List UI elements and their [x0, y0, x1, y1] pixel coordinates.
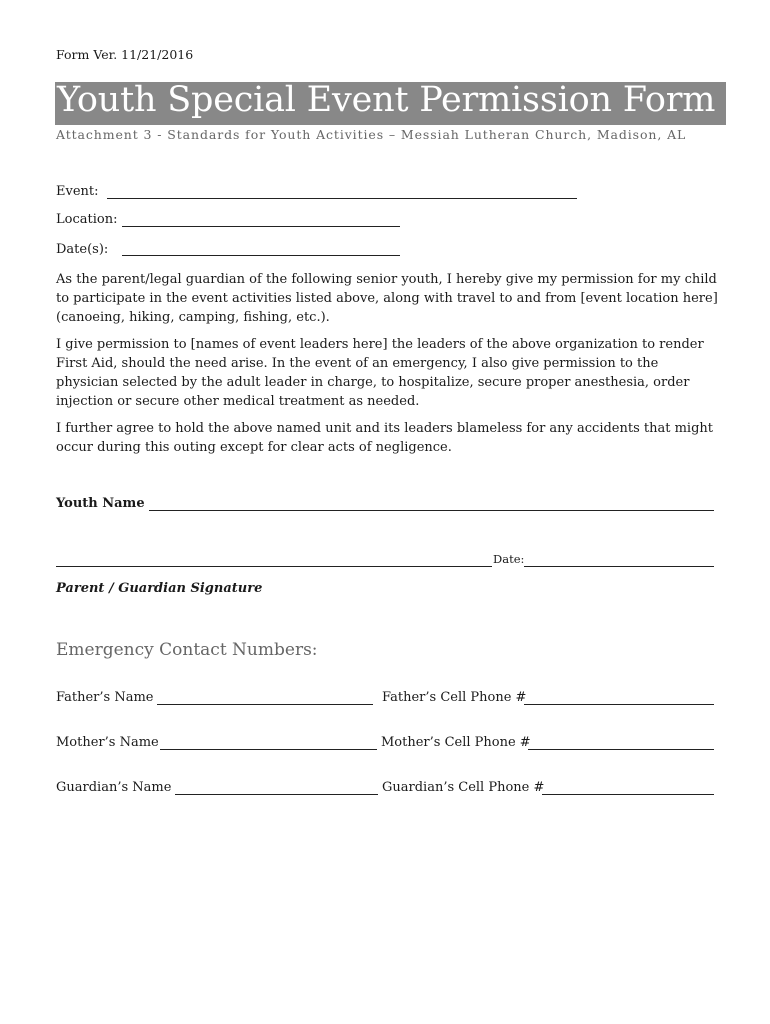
signature-date-field[interactable]: [524, 566, 714, 567]
guardians-name-label: Guardian’s Name: [56, 780, 172, 795]
emergency-heading: Emergency Contact Numbers:: [56, 640, 318, 660]
location-field[interactable]: [122, 226, 400, 227]
youth-name-field[interactable]: [149, 510, 714, 511]
date-label: Date:: [493, 552, 525, 566]
parent-signature-label: Parent / Guardian Signature: [56, 581, 263, 596]
fathers-phone-field[interactable]: [524, 704, 714, 705]
mothers-phone-label: Mother’s Cell Phone #: [381, 735, 531, 750]
page-title: Youth Special Event Permission Form: [57, 80, 716, 120]
dates-field[interactable]: [122, 255, 400, 256]
permission-paragraph: As the parent/legal guardian of the following senior youth, I hereby give my permission for my child to participate in the event activities listed above, along with travel to and from [event location here] (canoeing, hiking, camping, fishing, etc.).: [56, 272, 718, 325]
guardians-phone-field[interactable]: [542, 794, 714, 795]
mothers-name-label: Mother’s Name: [56, 735, 159, 750]
fathers-name-label: Father’s Name: [56, 690, 154, 705]
location-label: Location:: [56, 212, 118, 227]
event-field[interactable]: [107, 198, 577, 199]
guardians-phone-label: Guardian’s Cell Phone #: [382, 780, 545, 795]
dates-label: Date(s):: [56, 242, 109, 257]
event-label: Event:: [56, 184, 99, 199]
mothers-phone-field[interactable]: [528, 749, 714, 750]
liability-paragraph: I further agree to hold the above named unit and its leaders blameless for any accidents that might occur during this outing except for clear acts of negligence.: [56, 421, 714, 455]
parent-signature-field[interactable]: [56, 566, 492, 567]
fathers-phone-label: Father’s Cell Phone #: [382, 690, 527, 705]
guardians-name-field[interactable]: [175, 794, 378, 795]
fathers-name-field[interactable]: [157, 704, 373, 705]
medical-paragraph: I give permission to [names of event leaders here] the leaders of the above organization to render First Aid, should the need arise. In the event of an emergency, I also give permission to the physician selected by the adult leader in charge, to hospitalize, secure proper anesthesia, order injection or secure other medical treatment as needed.: [56, 337, 704, 409]
form-version: Form Ver. 11/21/2016: [56, 47, 194, 62]
youth-name-label: Youth Name: [56, 496, 145, 511]
page-subtitle: Attachment 3 - Standards for Youth Activities – Messiah Lutheran Church, Madison, AL: [56, 127, 687, 142]
mothers-name-field[interactable]: [160, 749, 377, 750]
